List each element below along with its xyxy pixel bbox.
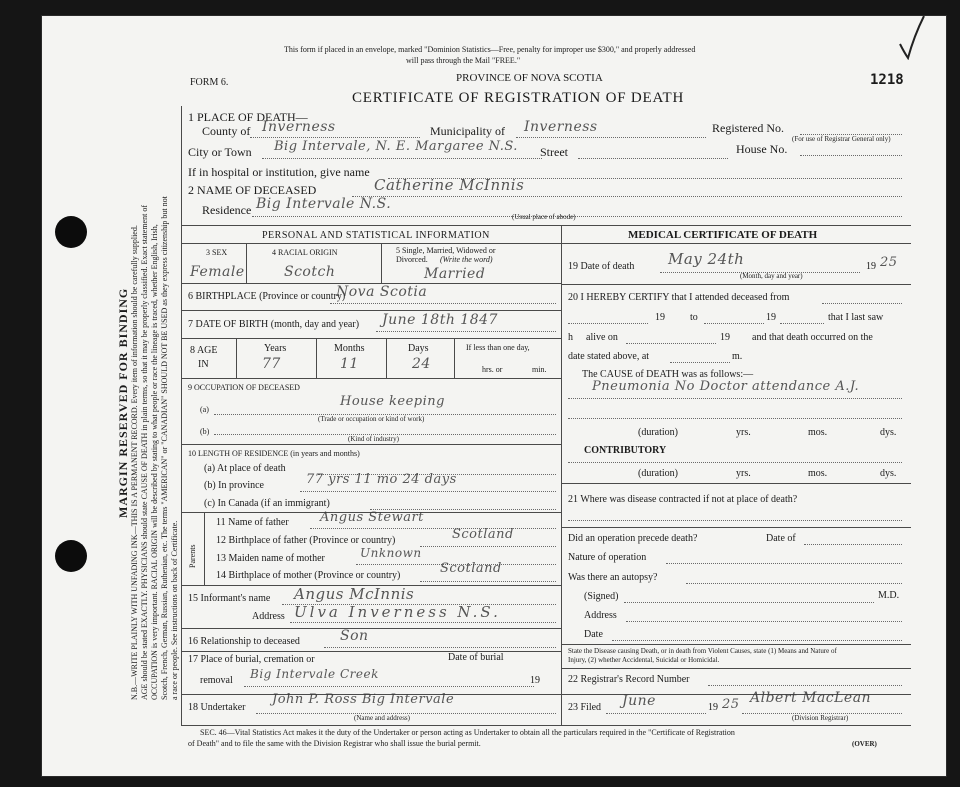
informant-address-value: Ulva Inverness N.S. (294, 603, 501, 621)
city-value: Big Intervale, N. E. Margaree N.S. (274, 139, 518, 154)
county-label: County of (202, 124, 251, 138)
contrib-mos-label: mos. (808, 468, 828, 479)
over-label: (OVER) (852, 740, 877, 748)
filed-month-value: June (622, 693, 656, 709)
undertaker-note: (Name and address) (354, 714, 410, 722)
certify-alive-on: alive on (586, 332, 618, 343)
md-label: M.D. (878, 590, 900, 601)
province-heading: PROVINCE OF NOVA SCOTIA (456, 72, 603, 84)
certificate-number: 1218 (870, 72, 904, 88)
dob-label: 7 DATE OF BIRTH (month, day and year) (188, 319, 360, 330)
margin-instruction-5: a race or people. See instructions on back of Certificate. (170, 520, 179, 700)
city-label: City or Town (188, 145, 252, 159)
physician-date-label: Date (584, 629, 603, 640)
place-of-death-heading: 1 PLACE OF DEATH— (188, 110, 308, 124)
abode-note: (Usual place of abode) (512, 213, 576, 221)
violent-note-1: State the Disease causing Death, or in death from Violent Causes, state (1) Means and Nature of (568, 647, 837, 655)
certify-to: to (690, 312, 698, 323)
sec46-line1: SEC. 46—Vital Statistics Act makes it the duty of the Undertaker or person acting as Undertaker to obtain all the particulars required in the "Certificate of Registration (200, 728, 735, 737)
violent-note-2: Injury, (2) whether Accidental, Suicidal or Homicidal. (568, 656, 720, 664)
removal-value: Big Intervale Creek (250, 667, 379, 681)
occupation-note: (Trade or occupation or kind of work) (318, 415, 425, 423)
industry-note: (Kind of industry) (348, 435, 399, 443)
racial-value: Scotch (284, 264, 336, 280)
months-value: 11 (340, 356, 359, 372)
checkmark-icon (896, 14, 926, 60)
res-a-label: (a) At place of death (204, 463, 286, 474)
mother-birthplace-value: Scotland (440, 561, 502, 576)
marital-label-2: Divorced. (396, 255, 428, 264)
marital-label-1: 5 Single, Married, Widowed or (396, 246, 496, 255)
house-label: House No. (736, 142, 788, 156)
punch-hole-bottom (55, 540, 87, 572)
dod-label: 19 Date of death (568, 261, 635, 272)
medical-heading: MEDICAL CERTIFICATE OF DEATH (628, 229, 818, 241)
occupation-value: House keeping (340, 394, 445, 409)
occupation-a: (a) (200, 405, 209, 414)
burial-year: 19 (530, 675, 540, 686)
res-b-value: 77 yrs 11 mo 24 days (306, 472, 457, 487)
personal-heading: PERSONAL AND STATISTICAL INFORMATION (262, 230, 490, 241)
cause-label: The CAUSE of DEATH was as follows:— (582, 369, 754, 380)
frame-bottom (181, 725, 911, 726)
removal-label: removal (200, 675, 233, 686)
margin-instruction-2: AGE should be stated EXACTLY. PHYSICIANS should state CAUSE OF DEATH in plain terms, so that it may be properly classified. Exact statement of (140, 205, 149, 700)
occupation-b: (b) (200, 427, 210, 436)
undertaker-label: 18 Undertaker (188, 702, 246, 713)
municipality-label: Municipality of (430, 124, 505, 138)
years-label: Years (264, 343, 287, 354)
contrib-yrs-label: yrs. (736, 468, 751, 479)
sex-label: 3 SEX (206, 248, 228, 257)
dod-value: May 24th (668, 250, 745, 268)
certify-19b: 19 (766, 312, 776, 323)
postal-notice-line2: will pass through the Mail "FREE." (406, 56, 521, 65)
certify-death-occurred: and that death occurred on the (752, 332, 873, 343)
relationship-value: Son (340, 628, 369, 644)
racial-label: 4 RACIAL ORIGIN (272, 248, 338, 257)
cause-value: Pneumonia No Doctor attendance A.J. (592, 379, 860, 394)
occupation-label: 9 OCCUPATION OF DECEASED (188, 383, 300, 392)
residence-label: Residence (202, 203, 252, 217)
birthplace-value: Nova Scotia (336, 284, 428, 300)
certify-h: h (568, 332, 573, 343)
certificate-title: CERTIFICATE OF REGISTRATION OF DEATH (352, 90, 685, 106)
days-value: 24 (412, 356, 431, 372)
father-label: 11 Name of father (216, 517, 289, 528)
contrib-dys-label: dys. (880, 468, 897, 479)
cause-duration-label: (duration) (638, 427, 678, 438)
res-b-label: (b) In province (204, 480, 264, 491)
undertaker-value: John P. Ross Big Intervale (272, 692, 455, 707)
father-birthplace-label: 12 Birthplace of father (Province or country) (216, 535, 396, 546)
q21-label: 21 Where was disease contracted if not at place of death? (568, 494, 798, 505)
residence-value: Big Intervale N.S. (256, 196, 392, 212)
county-value: Inverness (262, 119, 336, 135)
cause-dys-label: dys. (880, 427, 897, 438)
months-label: Months (334, 343, 365, 354)
hrs-label: hrs. or (482, 365, 503, 374)
margin-title: MARGIN RESERVED FOR BINDING (116, 287, 130, 518)
dod-note: (Month, day and year) (740, 272, 803, 280)
operation-label: Did an operation precede death? (568, 533, 698, 544)
contrib-duration-label: (duration) (638, 468, 678, 479)
days-label: Days (408, 343, 429, 354)
frame-left (181, 106, 182, 726)
street-label: Street (540, 145, 568, 159)
certify-19c: 19 (720, 332, 730, 343)
signed-label: (Signed) (584, 591, 619, 602)
filed-label: 23 Filed (568, 702, 602, 713)
registered-label: Registered No. (712, 121, 784, 135)
dob-value: June 18th 1847 (382, 312, 498, 328)
res-c-label: (c) In Canada (if an immigrant) (204, 498, 330, 509)
hospital-label: If in hospital or institution, give name (188, 165, 370, 179)
age-label-in: IN (198, 359, 209, 370)
certify-label: 20 I HEREBY CERTIFY that I attended deceased from (568, 292, 790, 303)
relationship-label: 16 Relationship to deceased (188, 636, 300, 647)
municipality-value: Inverness (524, 119, 598, 135)
mother-label: 13 Maiden name of mother (216, 553, 325, 564)
informant-label: 15 Informant's name (188, 593, 271, 604)
certify-date-stated: date stated above, at (568, 351, 650, 362)
less-than-day-label: If less than one day, (466, 343, 530, 352)
burial-label: 17 Place of burial, cremation or (188, 654, 315, 665)
age-label: 8 AGE (190, 345, 218, 356)
father-birthplace-value: Scotland (452, 527, 514, 542)
cause-yrs-label: yrs. (736, 427, 751, 438)
birthplace-label: 6 BIRTHPLACE (Province or country) (188, 291, 346, 302)
years-value: 77 (262, 356, 281, 372)
form-number: FORM 6. (190, 77, 229, 88)
mother-birthplace-label: 14 Birthplace of mother (Province or country) (216, 570, 401, 581)
certify-last-saw: that I last saw (828, 312, 884, 323)
column-divider (561, 225, 562, 725)
margin-instruction-3: OCCUPATION is very important. RACIAL ORIGIN will be described by stating to what people or race the lineage is traced, whether English, Irish, (150, 224, 159, 700)
sex-value: Female (190, 264, 245, 280)
date-of-label: Date of (766, 533, 796, 544)
certify-19a: 19 (655, 312, 665, 323)
division-registrar-note: (Division Registrar) (792, 714, 849, 722)
burial-date-label: Date of burial (448, 652, 504, 663)
filed-year-label: 19 (708, 702, 718, 713)
contributory-label: CONTRIBUTORY (584, 445, 667, 456)
filed-year-value: 25 (722, 697, 740, 712)
dod-year-value: 25 (880, 255, 898, 270)
length-of-residence-label: 10 LENGTH OF RESIDENCE (in years and months) (188, 449, 360, 458)
postal-notice-line1: This form if placed in an envelope, marked "Dominion Statistics—Free, penalty for improper use $300," and properly addressed (284, 45, 696, 54)
father-value: Angus Stewart (320, 510, 424, 525)
mother-value: Unknown (360, 546, 422, 560)
dod-year-label: 19 (866, 261, 876, 272)
min-label: min. (532, 365, 547, 374)
name-of-deceased-label: 2 NAME OF DECEASED (188, 183, 317, 197)
marital-value: Married (424, 266, 486, 282)
division-registrar-signature: Albert MacLean (750, 690, 872, 706)
autopsy-label: Was there an autopsy? (568, 572, 658, 583)
cause-mos-label: mos. (808, 427, 828, 438)
margin-instruction-4: Scotch, French, German, Russian, Ruthenian, etc. The terms "AMERICAN" or "CANADIAN" SHOULD NOT BE USED as they express citizenship but not (160, 196, 169, 700)
sec46-line2: of Death" and to file the same with the Division Registrar who shall issue the burial permit. (188, 739, 481, 748)
informant-address-label: Address (252, 611, 285, 622)
parents-label: Parents (188, 544, 197, 568)
nature-label: Nature of operation (568, 552, 647, 563)
informant-value: Angus McInnis (294, 585, 415, 603)
registrar-note: (For use of Registrar General only) (792, 135, 891, 143)
record-number-label: 22 Registrar's Record Number (568, 674, 690, 685)
physician-address-label: Address (584, 610, 617, 621)
margin-instruction-1: N.B.—WRITE PLAINLY WITH UNFADING INK—THIS IS A PERMANENT RECORD. Every item of information should be carefully supplied. (130, 225, 139, 700)
marital-label-3: (Write the word) (440, 255, 493, 264)
punch-hole-top (55, 216, 87, 248)
certify-m: m. (732, 351, 743, 362)
deceased-name: Catherine McInnis (374, 176, 525, 194)
